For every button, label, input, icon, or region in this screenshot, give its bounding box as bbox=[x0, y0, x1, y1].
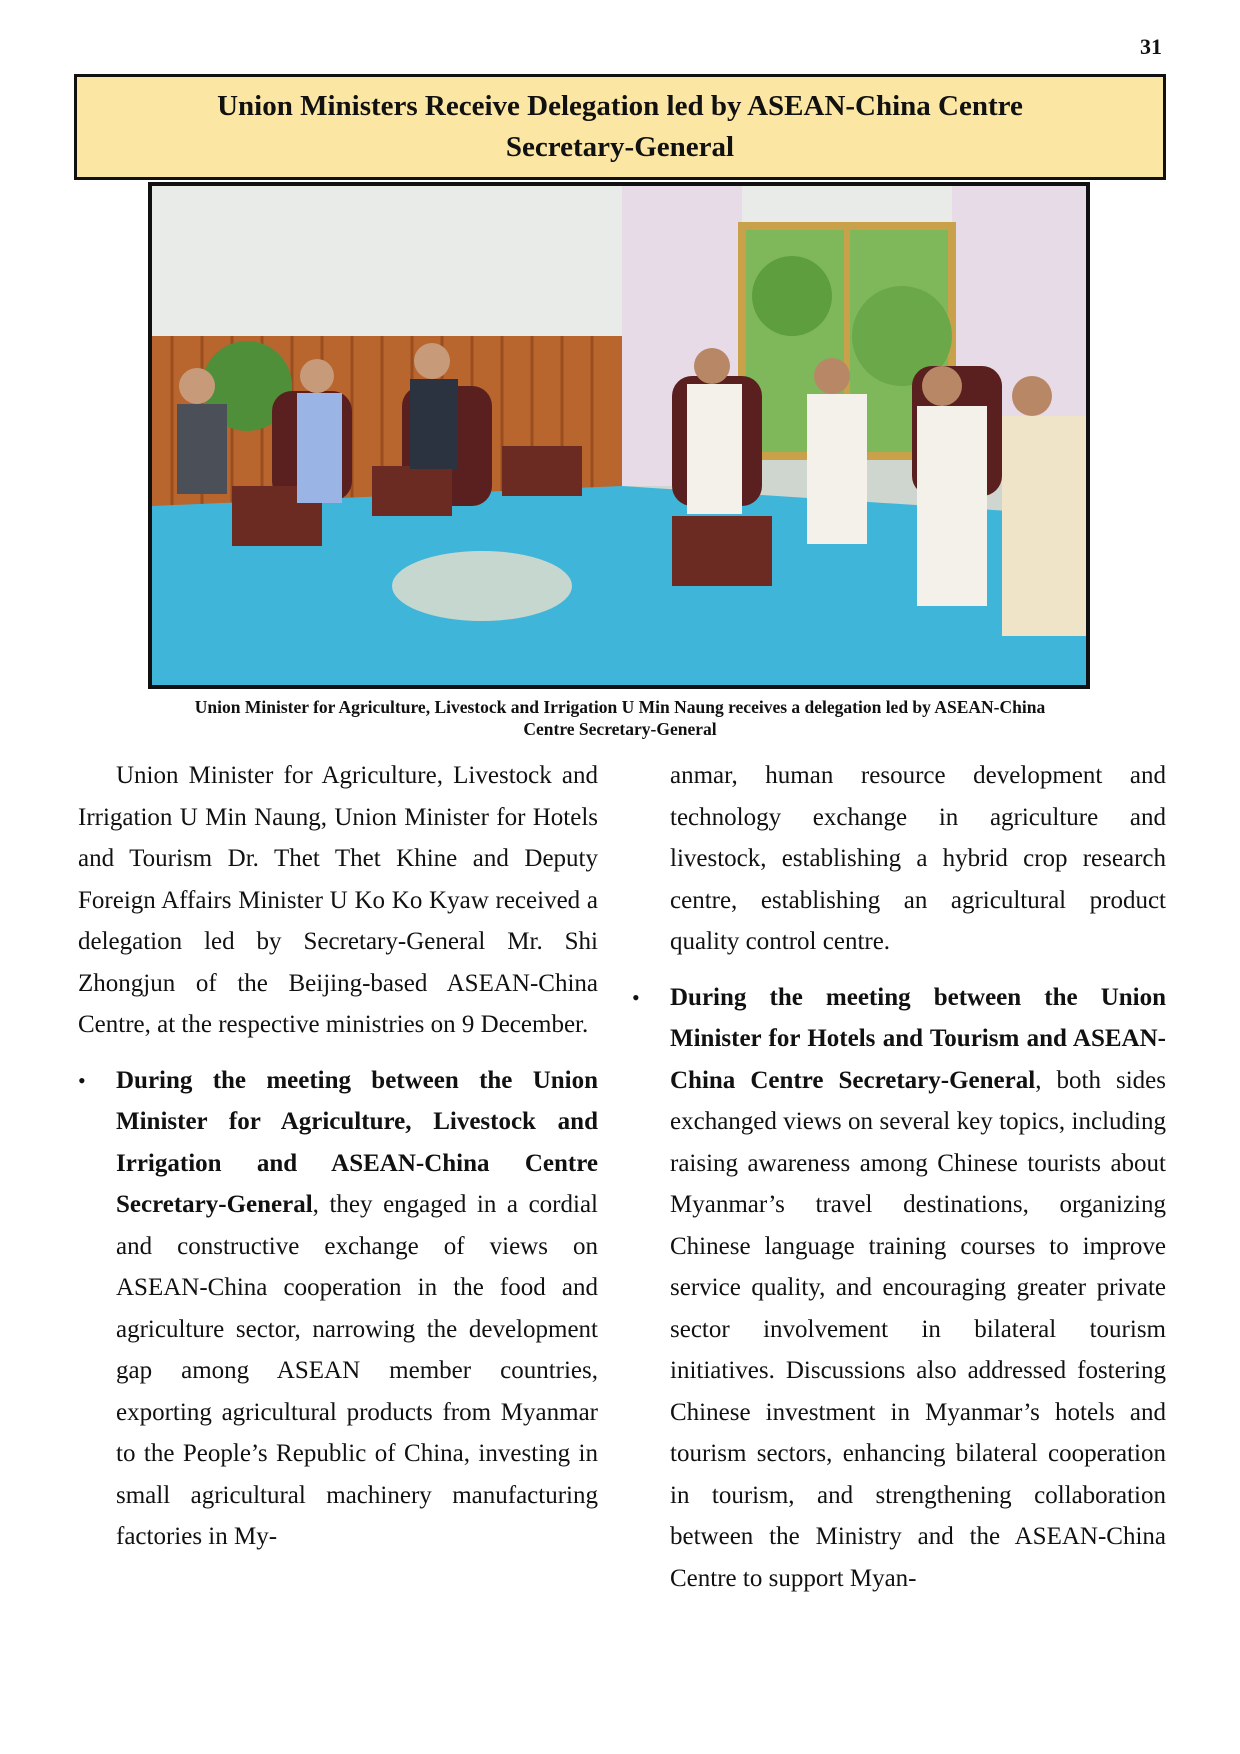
bullet-agriculture bbox=[78, 1060, 598, 1558]
bullet-agriculture-heading: During the meeting between the Union Minister for Agriculture, Livestock and Irrigation and ASEAN-China Centre Secretary-General bbox=[116, 1066, 598, 1218]
bullet-agriculture-text: , they engaged in a cordial and constructive exchange of views on ASEAN-China cooperation in the food and agriculture sector, narrowing the development gap among ASEAN member countries, exporting agricultural products from Myanmar to the People’s Republic of China, investing in small agricultural machinery manufacturing factories in My- bbox=[116, 1191, 598, 1550]
bullet-tourism-heading: During the meeting between the Union Minister for Hotels and Tourism and ASEAN-China Centre Secretary-General bbox=[670, 983, 1166, 1094]
title-banner bbox=[74, 74, 1166, 180]
caption-line-2: Centre Secretary-General bbox=[523, 719, 717, 739]
title-line-1: Union Ministers Receive Delegation led by ASEAN-China Centre bbox=[217, 90, 1023, 122]
bullet-agriculture-continued: anmar, human resource development and technology exchange in agriculture and livestock, establishing a hybrid crop research centre, establishing an agricultural product quality control centre. bbox=[670, 762, 1166, 955]
intro-paragraph: Union Minister for Agriculture, Livestock and Irrigation U Min Naung, Union Minister for Hotels and Tourism Dr. Thet Thet Khine and Deputy Foreign Affairs Minister U Ko Ko Kyaw received a delegation led by Secretary-General Mr. Shi Zhongjun of the Beijing-based ASEAN-China Centre, at the respective ministries on 9 December. bbox=[78, 762, 598, 1038]
meeting-photo bbox=[148, 182, 1090, 689]
page-title bbox=[217, 86, 1023, 168]
meeting-photo-illustration bbox=[152, 186, 1086, 685]
title-line-2: Secretary-General bbox=[505, 131, 735, 163]
left-column bbox=[78, 755, 598, 1558]
bullet-icon: • bbox=[78, 1067, 86, 1093]
bullet-tourism bbox=[632, 977, 1166, 1600]
page-number: 31 bbox=[1140, 34, 1162, 59]
caption-line-1: Union Minister for Agriculture, Livestock and Irrigation U Min Naung receives a delegation led by ASEAN-China bbox=[194, 697, 1046, 717]
bullet-icon: • bbox=[632, 984, 640, 1010]
bullet-tourism-text: , both sides exchanged views on several key topics, including raising awareness among Chinese tourists about Myanmar’s travel destinations, organizing Chinese language training courses to improve service quality, and encouraging greater private sector involvement in bilateral tourism initiatives. Discussions also addressed fostering Chinese investment in Myanmar’s hotels and tourism sectors, enhancing bilateral cooperation in tourism, and strengthening collaboration between the Ministry and the ASEAN-China Centre to support Myan- bbox=[670, 1066, 1166, 1592]
right-column bbox=[632, 755, 1166, 1599]
photo-caption bbox=[90, 696, 1150, 740]
